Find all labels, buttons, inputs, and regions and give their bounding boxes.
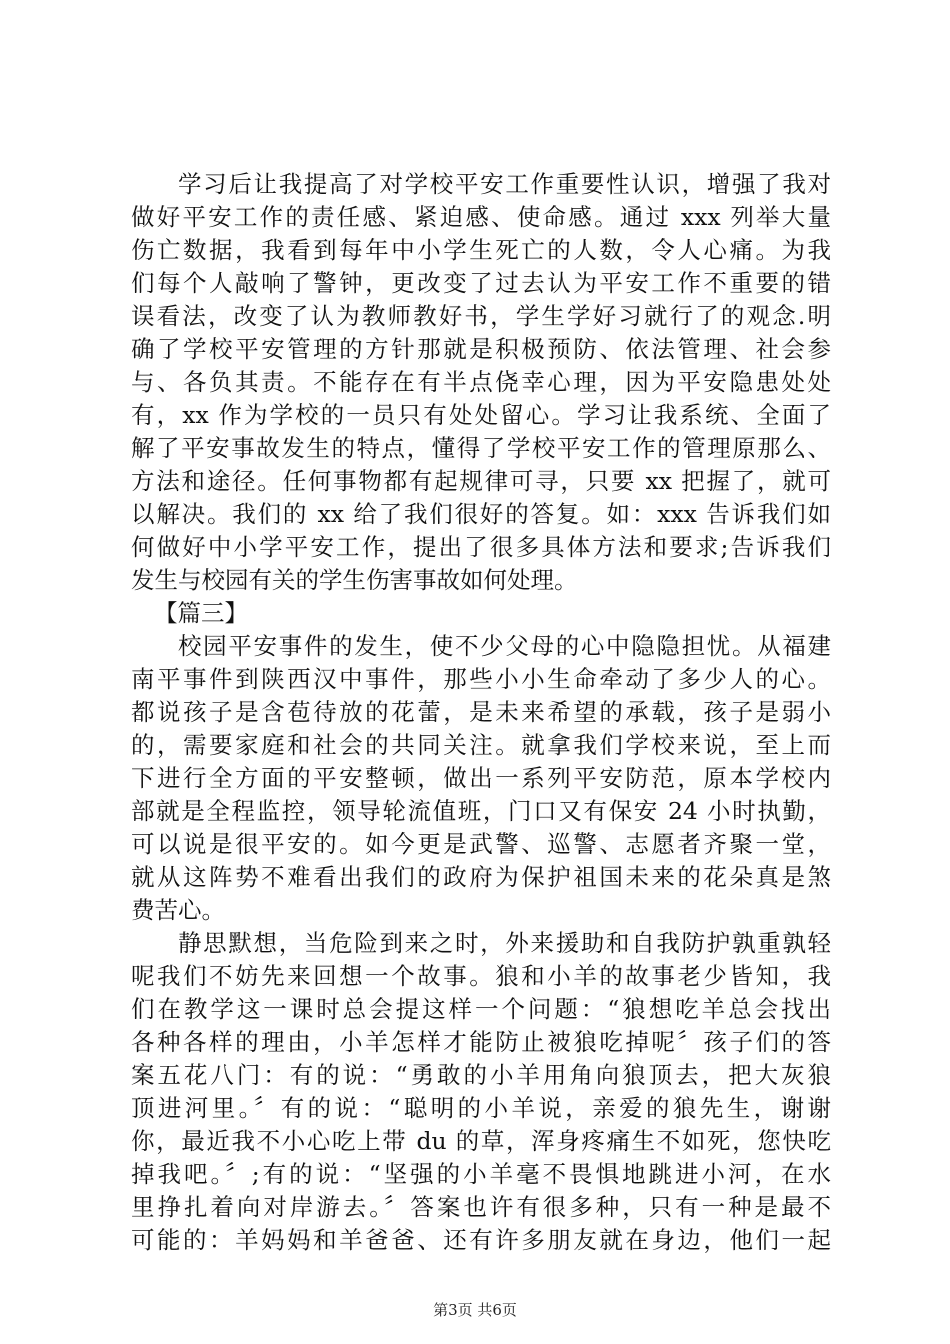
text-line: 可以说是很平安的。如今更是武警、巡警、志愿者齐聚一堂，: [131, 830, 831, 858]
text-line: 做好平安工作的责任感、紧迫感、使命感。通过 xxx 列举大量: [131, 203, 831, 231]
text-line: 们每个人敲响了警钟，更改变了过去认为平安工作不重要的错: [131, 269, 831, 297]
text-line: 与、各负其责。不能存在有半点侥幸心理，因为平安隐患处处: [131, 368, 831, 396]
text-line: 的，需要家庭和社会的共同关注。就拿我们学校来说，至上而: [131, 731, 831, 759]
text-line: 们在教学这一课时总会提这样一个问题：“狼想吃羊总会找出: [131, 995, 831, 1023]
text-line: 确了学校平安管理的方针那就是积极预防、依法管理、社会参: [131, 335, 831, 363]
text-line: 发生与校园有关的学生伤害事故如何处理。: [131, 566, 578, 594]
text-line: 误看法，改变了认为教师教好书，学生学好习就行了的观念.明: [131, 302, 831, 330]
text-line: 解了平安事故发生的特点，懂得了学校平安工作的管理原那么、: [131, 434, 831, 462]
text-line: 何做好中小学平安工作，提出了很多具体方法和要求;告诉我们: [131, 533, 831, 561]
text-line: 校园平安事件的发生，使不少父母的心中隐隐担忧。从福建: [178, 632, 831, 660]
text-line: 下进行全方面的平安整顿，做出一系列平安防范，原本学校内: [131, 764, 831, 792]
text-line: 方法和途径。任何事物都有起规律可寻，只要 xx 把握了，就可: [131, 467, 831, 495]
text-line: 费苦心。: [131, 896, 225, 924]
text-line: 你，最近我不小心吃上带 du 的草，浑身疼痛生不如死，您快吃: [131, 1127, 831, 1155]
text-line: 就从这阵势不难看出我们的政府为保护祖国未来的花朵真是煞: [131, 863, 831, 891]
text-line: 以解决。我们的 xx 给了我们很好的答复。如：xxx 告诉我们如: [131, 500, 831, 528]
text-line: 案五花八门：有的说：“勇敢的小羊用角向狼顶去，把大灰狼: [131, 1061, 831, 1089]
text-line: 都说孩子是含苞待放的花蕾，是未来希望的承载，孩子是弱小: [131, 698, 831, 726]
text-line: 可能的：羊妈妈和羊爸爸、还有许多朋友就在身边，他们一起: [131, 1226, 831, 1254]
text-line: 静思默想，当危险到来之时，外来援助和自我防护孰重孰轻: [178, 929, 831, 957]
text-line: 有，xx 作为学校的一员只有处处留心。学习让我系统、全面了: [131, 401, 831, 429]
text-line: 顶进河里。〞有的说：“聪明的小羊说，亲爱的狼先生，谢谢: [131, 1094, 831, 1122]
text-line: 学习后让我提高了对学校平安工作重要性认识，增强了我对: [178, 170, 831, 198]
text-line: 里挣扎着向对岸游去。〞答案也许有很多种，只有一种是最不: [131, 1193, 831, 1221]
section-heading: 【篇三】: [154, 599, 248, 627]
text-line: 掉我吧。〞;有的说：“坚强的小羊毫不畏惧地跳进小河，在水: [131, 1160, 831, 1188]
text-line: 部就是全程监控，领导轮流值班，门口又有保安 24 小时执勤，: [131, 797, 831, 825]
text-line: 各种各样的理由，小羊怎样才能防止被狼吃掉呢〞孩子们的答: [131, 1028, 831, 1056]
text-line: 呢我们不妨先来回想一个故事。狼和小羊的故事老少皆知，我: [131, 962, 831, 990]
text-line: 南平事件到陕西汉中事件，那些小小生命牵动了多少人的心。: [131, 665, 831, 693]
page-number-footer: 第3页 共6页: [433, 1301, 517, 1319]
text-line: 伤亡数据，我看到每年中小学生死亡的人数，令人心痛。为我: [131, 236, 831, 264]
document-body: [131, 168, 831, 1257]
